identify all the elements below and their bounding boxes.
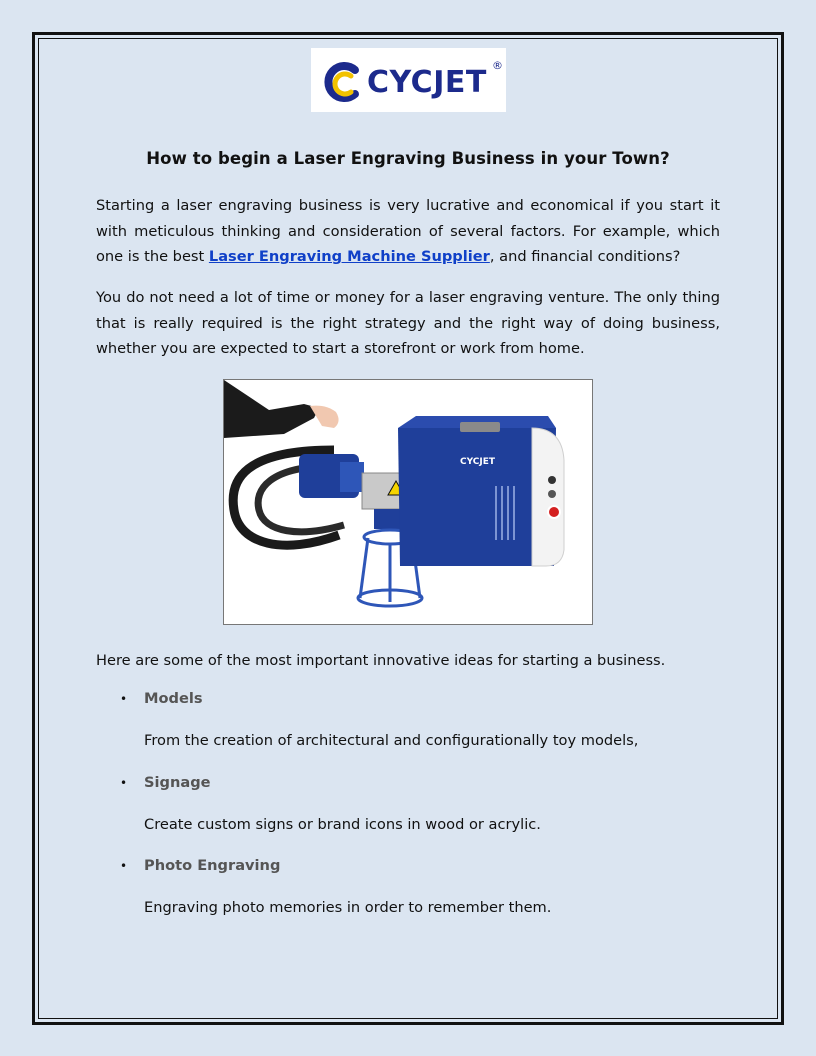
idea-description-models: From the creation of architectural and configurationally toy models, [144,732,639,749]
idea-description-photo-engraving: Engraving photo memories in order to remember them. [144,899,552,916]
bullet-icon: • [120,775,128,790]
laser-engraving-supplier-link[interactable]: Laser Engraving Machine Supplier [208,248,490,266]
article-title: How to begin a Laser Engraving Business in your Town? [146,149,670,168]
emergency-stop-icon [548,506,560,518]
intro-text-before: Starting a laser engraving business is very lucrative and economical if you start it with meticulous thinking and consideration of several factors. For example, which one is the best [96,197,720,266]
operator-arm-icon [224,380,319,438]
ideas-intro-paragraph: Here are some of the most important innovative ideas for starting a business. [96,652,666,669]
idea-item-signage [120,774,211,791]
laser-machine-illustration [224,380,592,624]
idea-label-photo-engraving: Photo Engraving [144,857,281,874]
logo-registered-mark: ® [492,59,503,72]
laser-handle-joint [340,462,364,492]
machine-side-panel [532,428,564,566]
intro-paragraph [96,193,720,270]
key-switch-icon [548,476,556,484]
carry-handle [460,422,500,432]
idea-label-models: Models [144,690,203,707]
bullet-icon: • [120,691,128,706]
idea-item-photo-engraving [120,857,280,874]
cycjet-logo [311,48,506,112]
idea-label-signage: Signage [144,774,211,791]
idea-item-models [120,690,203,707]
idea-description-signage: Create custom signs or brand icons in wood or acrylic. [144,816,541,833]
bullet-icon: • [120,858,128,873]
machine-brand-label: CYCJET [460,457,496,467]
logo-arc-icon [335,74,351,94]
logo-brand-text: CYCJET [367,65,487,100]
strategy-paragraph: You do not need a lot of time or money for a laser engraving venture. The only thing that is really required is the right strategy and the right way of doing business, whether you are expected to start a storefront or work from home. [96,289,720,358]
logo-graphic [311,48,506,112]
laser-machine-photo [223,379,593,625]
intro-text-after: , and financial conditions? [489,248,681,266]
power-switch-icon [548,490,556,498]
